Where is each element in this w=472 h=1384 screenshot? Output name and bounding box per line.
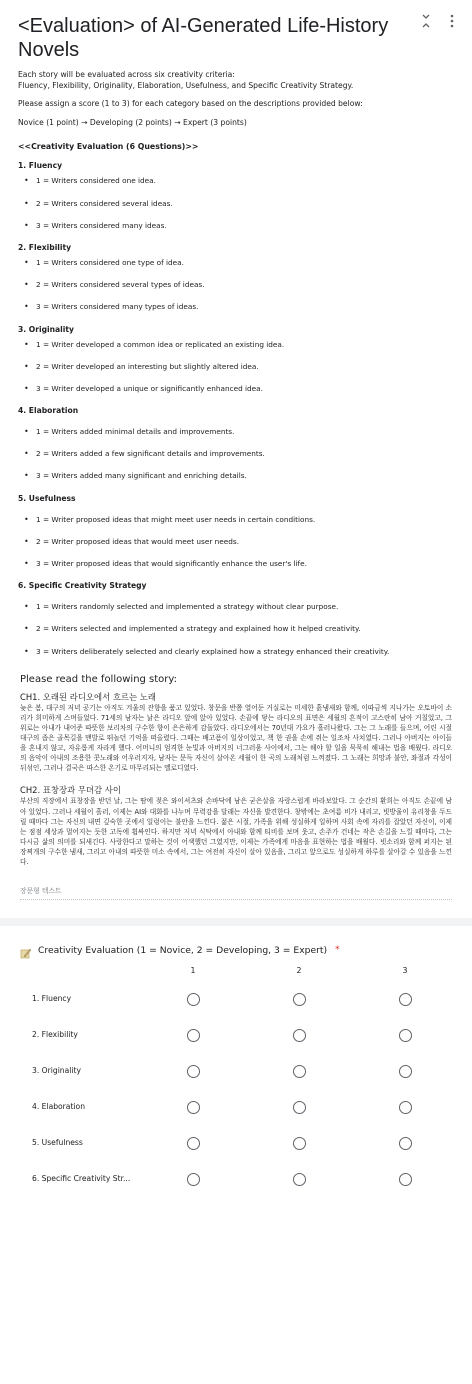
section-heading: <<Creativity Evaluation (6 Questions)>> — [18, 142, 199, 152]
radio-elaboration-1[interactable] — [187, 1101, 200, 1114]
criteria-list — [0, 161, 472, 656]
criterion-specific-strategy — [18, 581, 454, 656]
criterion-item: • 3 = Writer developed a unique or significantly enhanced idea. — [36, 384, 454, 394]
criterion-item: • 2 = Writers considered several ideas. — [36, 199, 454, 209]
page-title: <Evaluation> of AI-Generated Life-History Novels — [18, 15, 389, 61]
criterion-item: • 2 = Writers selected and implemented a strategy and explained how it helped creativity. — [36, 624, 454, 634]
grid-question-header — [0, 926, 472, 956]
criterion-fluency — [18, 161, 454, 230]
grid-row-originality — [20, 1062, 452, 1082]
radio-strategy-3[interactable] — [399, 1173, 412, 1186]
criterion-item: • 1 = Writers randomly selected and implemented a strategy without clear purpose. — [36, 602, 454, 612]
long-answer-input[interactable]: 장문형 텍스트 — [20, 887, 62, 896]
criterion-item: • 2 = Writers added a few significant details and improvements. — [36, 449, 454, 459]
criterion-item: • 3 = Writers deliberately selected and clearly explained how a strategy enhanced their creativity. — [36, 647, 454, 657]
intro-line: Please assign a score (1 to 3) for each category based on the descriptions provided below: — [18, 99, 363, 109]
grid-question-title: Creativity Evaluation (1 = Novice, 2 = Developing, 3 = Expert) — [38, 944, 328, 956]
grid-row-label: 3. Originality — [32, 1066, 81, 1076]
criterion-usefulness — [18, 494, 454, 569]
criterion-title: 1. Fluency — [18, 161, 63, 171]
grid-row-fluency — [20, 990, 452, 1010]
criterion-title: 3. Originality — [18, 324, 74, 334]
radio-usefulness-1[interactable] — [187, 1137, 200, 1150]
criterion-title: 2. Flexibility — [18, 242, 72, 252]
column-header: 2 — [296, 966, 302, 976]
radio-strategy-2[interactable] — [293, 1173, 306, 1186]
criterion-item: • 3 = Writer proposed ideas that would significantly enhance the user's life. — [36, 559, 454, 569]
pencil-icon — [20, 944, 32, 956]
criterion-item: • 3 = Writers considered many types of ideas. — [36, 302, 454, 312]
radio-elaboration-2[interactable] — [293, 1101, 306, 1114]
chapter-title: CH2. 표창장과 무뎌감 사이 — [20, 785, 121, 796]
grid-row-label: 2. Flexibility — [32, 1030, 78, 1040]
radio-originality-3[interactable] — [399, 1065, 412, 1078]
story-heading: Please read the following story: — [20, 673, 177, 685]
radio-fluency-2[interactable] — [293, 993, 306, 1006]
grid-row-label: 5. Usefulness — [32, 1138, 83, 1148]
chapter-body: 늦은 봄, 대구의 저녁 공기는 아직도 겨울의 잔향을 품고 있었다. 창문을 반쯤 열어둔 거실로는 미세한 흙냄새와 함께, 이따금씩 지나가는 오토바이 소리가 희미하게 스며들었다. 71세의 남자는 낡은 라디오 앞에 앉아 있었다. 손끝에 닿는 라디오의 표면은 세월의 흔적이 고스란히 남아 거칠었고, 그 위로는 아내가 내어준 따뜻한 보리차의 구수한 향이 은은하게 감돌았다. 라디오에서는 70년대 가요가 흘러나왔다. 그는 그 노래를 들으며, 어린 시절 대구의 좁은 골목길을 맨발로 뛰놀던 기억을 떠올렸다. 그때는 배고픔이 일상이었고, 책 한 권을 손에 쥐는 일조차 사치였다. 그러나 아버지는 아이들을 혼내지 않고, 자유롭게 자라게 했다. 어머니의 엄격한 눈빛과 아버지의 너그러움 사이에서, 그는 해야 할 일을 묵묵히 해내는 법을 배웠다. 라디오의 음악이 아내의 조용한 콧노래와 어우러지자, 남자는 문득 자신이 살아온 세월이 한 곡의 노래처럼 느껴졌다. 그 노래는 희망과 불안, 좌절과 각성이 뒤섞인, 그러나 결국은 따스한 온기로 마무리되는 멜로디였다. — [20, 703, 452, 773]
criterion-item: • 1 = Writers considered one type of idea. — [36, 258, 454, 268]
criterion-item: • 1 = Writer proposed ideas that might meet user needs in certain conditions. — [36, 515, 454, 525]
criterion-flexibility — [18, 243, 454, 312]
radio-flexibility-1[interactable] — [187, 1029, 200, 1042]
radio-originality-1[interactable] — [187, 1065, 200, 1078]
section-divider — [0, 918, 472, 926]
criterion-item: • 1 = Writers added minimal details and improvements. — [36, 427, 454, 437]
criterion-item: • 2 = Writer developed an interesting but slightly altered idea. — [36, 362, 454, 372]
radio-usefulness-3[interactable] — [399, 1137, 412, 1150]
grid-row-specific-strategy — [20, 1170, 452, 1190]
criterion-item: • 3 = Writers added many significant and enriching details. — [36, 471, 454, 481]
criterion-item: • 2 = Writers considered several types of ideas. — [36, 280, 454, 290]
column-header: 1 — [190, 966, 196, 976]
column-header: 3 — [402, 966, 408, 976]
radio-fluency-1[interactable] — [187, 993, 200, 1006]
grid-row-usefulness — [20, 1134, 452, 1154]
criterion-originality — [18, 325, 454, 394]
story-text — [0, 686, 472, 867]
scale-description: Novice (1 point) → Developing (2 points) → Expert (3 points) — [18, 117, 247, 127]
chapter-body: 부산의 직장에서 표창장을 받던 날, 그는 땀에 젖은 와이셔츠와 손바닥에 남은 굳은살을 자랑스럽게 바라보았다. 그 순간의 환희는 아직도 손끝에 남아 있었다. 그러나 세월이 흘러, 이제는 AI와 대화를 나누며 무력감을 달래는 자신을 발견한다. 창밖에는 초여름 비가 내리고, 빗방울이 유리창을 두드릴 때마다 그는 자신의 내면 깊숙한 곳에서 일렁이는 불안을 느낀다. 젊은 시절, 가족을 위해 성실하게 일하며 사회 속에 자리를 잡았던 자신이, 이제는 점점 세상과 멀어지는 듯한 고독에 휩싸인다. 하지만 저녁 식탁에서 아내와 함께 티비를 보며 웃고, 손주가 건네는 작은 손길을 느낄 때마다, 그는 다시금 삶의 의미를 되새긴다. 사랑한다고 말하는 것이 어색했던 그였지만, 이제는 가족에게 마음을 표현하는 법을 배웠다. 빗소리와 함께 퍼지는 된장찌개의 구수한 냄새, 그리고 아내의 따뜻한 미소 속에서, 그는 여전히 자신이 살아 있음을, 그리고 앞으로도 성실하게 하루를 살아갈 수 있음을 느낀다. — [20, 797, 452, 866]
rating-grid — [20, 966, 452, 1202]
criterion-item: • 1 = Writer developed a common idea or replicated an existing idea. — [36, 340, 454, 350]
form-description — [0, 62, 472, 128]
criterion-item: • 3 = Writers considered many ideas. — [36, 221, 454, 231]
radio-flexibility-2[interactable] — [293, 1029, 306, 1042]
intro-line: Each story will be evaluated across six creativity criteria: — [18, 70, 235, 79]
more-vert-icon[interactable] — [446, 14, 458, 31]
chapter-title: CH1. 오래된 라디오에서 흐르는 노래 — [20, 691, 156, 702]
radio-originality-2[interactable] — [293, 1065, 306, 1078]
answer-underline — [20, 899, 452, 900]
grid-row-label: 1. Fluency — [32, 994, 72, 1004]
grid-row-flexibility — [20, 1026, 452, 1046]
radio-fluency-3[interactable] — [399, 993, 412, 1006]
grid-row-label: 6. Specific Creativity Str... — [32, 1174, 131, 1184]
radio-flexibility-3[interactable] — [399, 1029, 412, 1042]
criterion-item: • 2 = Writer proposed ideas that would meet user needs. — [36, 537, 454, 547]
radio-elaboration-3[interactable] — [399, 1101, 412, 1114]
criterion-title: 6. Specific Creativity Strategy — [18, 581, 147, 591]
radio-strategy-1[interactable] — [187, 1173, 200, 1186]
criterion-title: 5. Usefulness — [18, 493, 76, 503]
header-actions — [420, 14, 458, 31]
criterion-elaboration — [18, 406, 454, 481]
grid-row-label: 4. Elaboration — [32, 1102, 86, 1112]
radio-usefulness-2[interactable] — [293, 1137, 306, 1150]
criterion-title: 4. Elaboration — [18, 406, 79, 416]
collapse-icon[interactable] — [420, 14, 432, 31]
intro-line: Fluency, Flexibility, Originality, Elaboration, Usefulness, and Specific Creativity Strategy. — [18, 80, 354, 90]
form-header — [0, 0, 472, 62]
criterion-item: • 1 = Writers considered one idea. — [36, 176, 454, 186]
required-mark: * — [335, 945, 340, 956]
grid-row-elaboration — [20, 1098, 452, 1118]
